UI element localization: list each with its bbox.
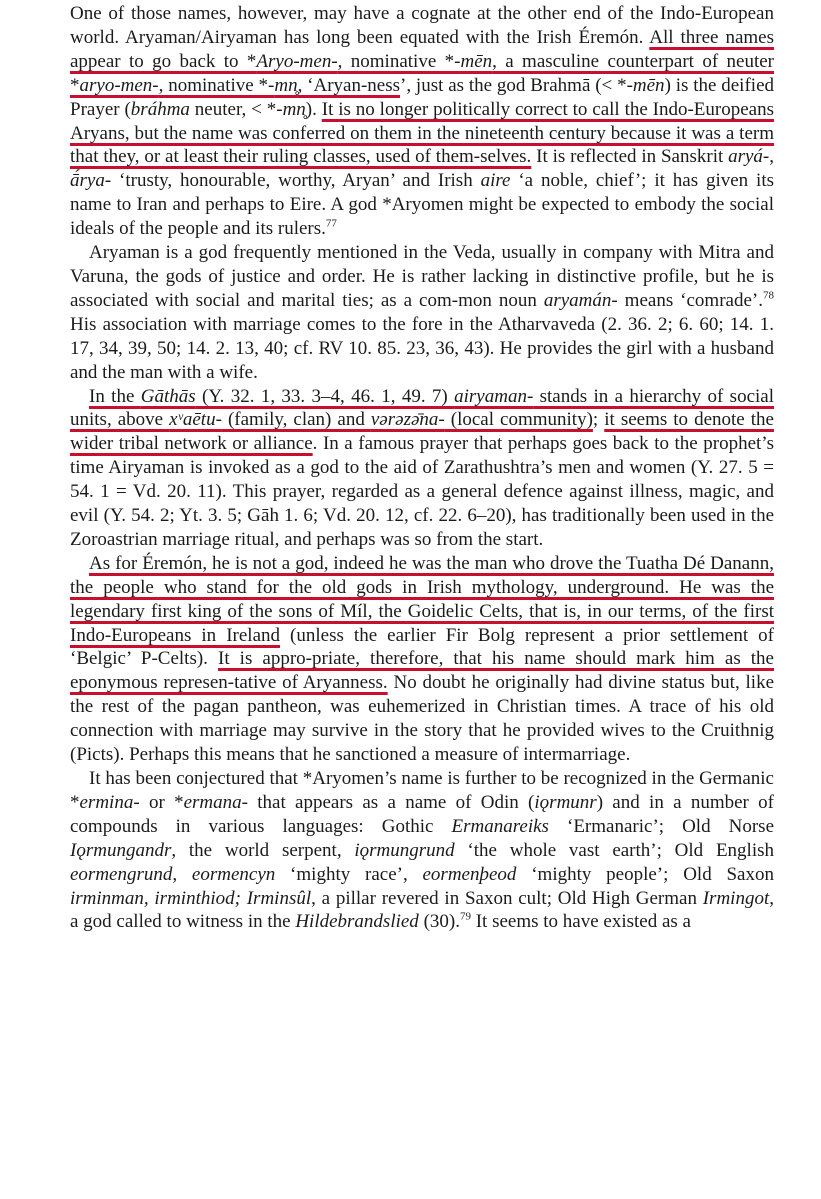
text-run: ‘the whole vast earth’; Old English bbox=[454, 839, 774, 861]
text-run: No doubt he originally had divine status but, like the rest of the pagan pantheon, was euhemerized in Christian times. A trace of his old connection with marriage may survive in the story that he provided wives to the Cruithnig (Picts). Perhaps this means that he sanctioned a measure of intermarriage. bbox=[70, 672, 774, 766]
highlighted-text: Gāthās bbox=[140, 385, 196, 407]
text-run: Irmingot bbox=[702, 887, 770, 909]
text-run: ) is the deified Prayer ( bbox=[70, 74, 775, 120]
text-run: aryá- bbox=[728, 146, 770, 168]
text-run: that appears as a name of Odin ( bbox=[247, 791, 535, 813]
text-run: It seems to have existed as a bbox=[470, 911, 691, 933]
highlighted-text: It is no longer politically correct to call the Indo-Europeans Aryans, but the name was conferred on them in the nineteenth century because it was a term that they, or at least their ruling classes, used of them-selves. bbox=[70, 98, 775, 168]
text-run: (unless the earlier Fir Bolg represent a prior settlement of ‘Belgic’ P-Celts). bbox=[70, 624, 774, 670]
highlighted-text: (family, clan) and bbox=[221, 409, 371, 431]
highlighted-text: mn̥ bbox=[274, 74, 298, 96]
text-run: ‘trusty, honourable, worthy, Aryan’ and Irish bbox=[111, 170, 481, 192]
text-run: ‘mighty people’; Old Saxon bbox=[516, 863, 774, 885]
highlighted-text: , nominative *- bbox=[158, 74, 275, 96]
text-run: It has been conjectured that *Aryomen’s name is further to be recognized in the Germanic * bbox=[70, 768, 774, 813]
text-run: Hildebrandslied bbox=[295, 911, 419, 933]
text-run: ’, just as the god Brahmā (< *- bbox=[400, 74, 633, 96]
text-run: eormenþeod bbox=[422, 863, 517, 885]
paragraph-3 bbox=[70, 385, 774, 552]
text-run: Ermanareiks bbox=[451, 815, 549, 837]
highlighted-text: (local community) bbox=[444, 409, 593, 431]
text-run: ermina- bbox=[79, 791, 140, 813]
text-run: , the world serpent, bbox=[171, 839, 355, 861]
highlighted-text: , nominative *- bbox=[337, 50, 461, 72]
text-run: bráhma bbox=[130, 98, 190, 120]
highlighted-text: , ‘ bbox=[297, 74, 314, 96]
text-run: Iǫrmungandr bbox=[70, 839, 172, 861]
text-run: ‘a noble, chief’; it has given its name to Iran and perhaps to Eire. A god *Aryomen might be expected to embody the social ideals of the people and its rulers. bbox=[70, 170, 774, 240]
text-run: eormengrund, eormencyn bbox=[70, 863, 276, 885]
highlighted-text: airyaman- bbox=[454, 385, 534, 407]
highlighted-text: , a masculine counterpart of neuter * bbox=[70, 50, 774, 96]
paragraph-2 bbox=[70, 241, 774, 384]
paragraph-5 bbox=[70, 767, 774, 934]
text-run: means ‘comrade’. bbox=[617, 289, 763, 311]
text-run: ). bbox=[305, 98, 322, 120]
text-run: ermana- bbox=[183, 791, 248, 813]
text-run: iǫrmungrund bbox=[354, 839, 455, 861]
highlighted-text: aryo-men- bbox=[79, 74, 159, 96]
text-run: ) and in a number of compounds in various languages: Gothic bbox=[70, 791, 774, 837]
text-run: ‘mighty race’, bbox=[275, 863, 423, 885]
highlighted-text: it seems to denote the wider tribal network or alliance bbox=[70, 409, 774, 455]
text-run: neuter, < *- bbox=[189, 98, 283, 120]
text-run: aire bbox=[480, 170, 511, 192]
highlighted-text: Aryan-ness bbox=[313, 74, 401, 96]
text-run: , bbox=[769, 146, 774, 168]
text-run: ‘Ermanaric’; Old Norse bbox=[548, 815, 775, 837]
text-run: , a pillar revered in Saxon cult; Old High German bbox=[311, 887, 703, 909]
highlighted-text: Aryo-men- bbox=[256, 50, 338, 72]
text-run: mēn bbox=[632, 74, 665, 96]
text-run: , a god called to witness in the bbox=[70, 887, 774, 933]
footnote-ref: 77 bbox=[325, 217, 337, 230]
paragraph-1 bbox=[70, 2, 774, 241]
footnote-ref: 78 bbox=[762, 289, 774, 302]
highlighted-text: In the bbox=[89, 385, 141, 407]
text-run: His association with marriage comes to the fore in the Atharvaveda (2. 36. 2; 6. 60; 14. 1. 17, 34, 39, 50; 14. 2. 13, 40; cf. RV 10. 85. 23, 36, 43). He provides the girl with a husband and the man with a wife. bbox=[70, 313, 774, 383]
text-run: aryamán- bbox=[543, 289, 618, 311]
highlighted-text: xᵛaētu- bbox=[169, 409, 222, 431]
text-run: ā́rya- bbox=[70, 170, 112, 192]
text-run: ; bbox=[592, 409, 605, 431]
text-run: (30). bbox=[418, 911, 460, 933]
text-run: Aryaman is a god frequently mentioned in the Veda, usually in company with Mitra and Varuna, the gods of justice and order. He is rather lacking in distinctive profile, but he is associated with social and marital ties; as a com-mon noun bbox=[70, 242, 774, 311]
footnote-ref: 79 bbox=[459, 911, 471, 924]
text-run: iǫrmunr bbox=[534, 791, 597, 813]
highlighted-text: As for Éremón, he is not a god, indeed he was the man who drove the Tuatha Dé Danann, the people who stand for the old gods in Irish mythology, underground. He was the legendary first king of the sons of Míl, the Goidelic Celts, that is, in our terms, of the first Indo-Europeans in Ireland bbox=[70, 552, 774, 646]
highlighted-text: stands in a hierarchy of social units, above bbox=[70, 385, 774, 431]
highlighted-text: mēn bbox=[460, 50, 493, 72]
text-run: One of those names, however, may have a cognate at the other end of the Indo-European world. Aryaman/Airyaman has long been equated with the Irish Éremón. bbox=[70, 3, 774, 48]
text-run: irminman, irminthiod; Irminsûl bbox=[70, 887, 312, 909]
highlighted-text: vərəzə̄na- bbox=[370, 409, 445, 431]
highlighted-text: All three names appear to go back to * bbox=[70, 26, 774, 72]
text-run: mn̥ bbox=[282, 98, 306, 120]
text-run: or * bbox=[139, 791, 184, 813]
paragraph-4 bbox=[70, 552, 774, 767]
text-run: It is reflected in Sanskrit bbox=[531, 146, 729, 168]
highlighted-text: It is appro-priate, therefore, that his name should mark him as the eponymous represen-tative of Aryanness. bbox=[70, 648, 774, 694]
highlighted-text: (Y. 32. 1, 33. 3–4, 46. 1, 49. 7) bbox=[195, 385, 455, 407]
text-run: . In a famous prayer that perhaps goes back to the prophet’s time Airyaman is invoked as a god to the aid of Zarathushtra’s men and women (Y. 27. 5 = 54. 1 = Vd. 20. 11). This prayer, regarded as a general defence against illness, magic, and evil (Y. 54. 2; Yt. 3. 5; Gāh 1. 6; Vd. 20. 12, cf. 22. 6–20), has traditionally been used in the Zoroastrian marriage ritual, and perhaps was so from the start. bbox=[70, 433, 774, 550]
